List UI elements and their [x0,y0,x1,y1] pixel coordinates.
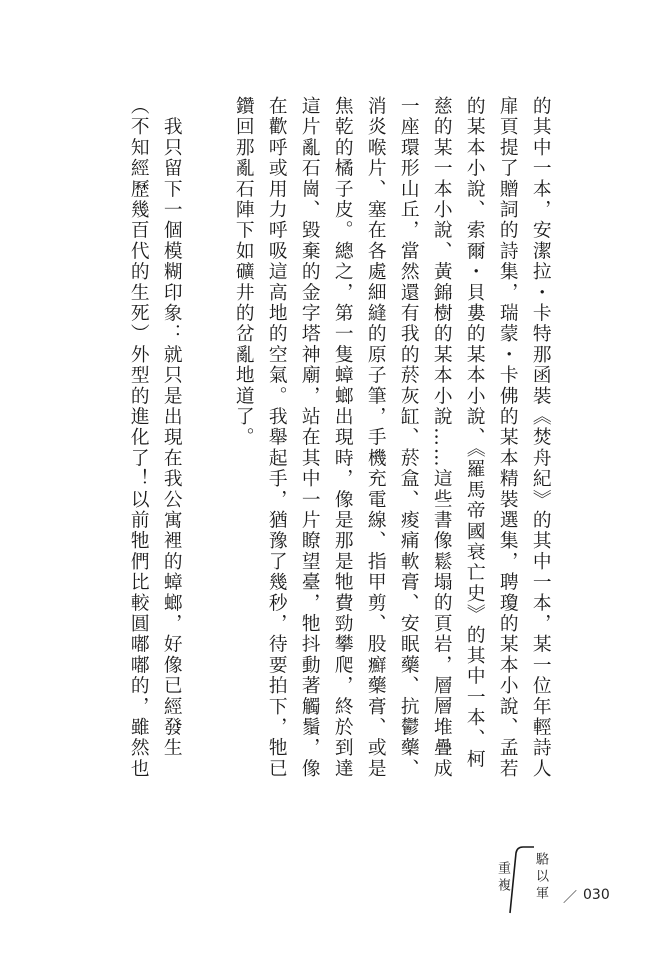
text-column: 在歡呼或用力呼吸這高地的空氣。我舉起手，猶豫了幾秒，待要拍下，牠已 [265,96,287,780]
chapter-title: 重複 [495,861,510,895]
page-number: 030 [583,887,610,903]
text-column: 的某本小說、索爾・貝婁的某本小說、《羅馬帝國衰亡史》的其中一本、柯 [463,96,485,770]
text-column: 鑽回那亂石陣下如礦井的岔亂地道了。 [232,96,254,448]
text-column: 的其中一本，安潔拉・卡特那函裝《焚舟紀》的其中一本，某一位年輕詩人 [529,96,551,780]
text-column: （不知經歷幾百代的生死）外型的進化了！以前牠們比較圓嘟嘟的，雖然也 [127,96,149,780]
text-column: 慈的某一本小說、黃錦樹的某本小說……這些書像鬆塌的頁岩，層層堆疊成 [430,96,452,780]
book-title: 駱以軍 [533,852,548,903]
footer-separator: ／ [563,890,577,906]
text-column: 扉頁提了贈詞的詩集，瑞蒙・卡佛的某本精裝選集，聘瓊的某本小說、孟若 [496,96,518,780]
text-column: 一座環形山丘，當然還有我的菸灰缸、菸盒、痠痛軟膏、安眠藥、抗鬱藥、 [397,96,419,780]
text-column: 這片亂石崗、毀棄的金字塔神廟，站在其中一片瞭望臺，牠抖動著觸鬚，像 [298,96,320,780]
text-column: 我只留下一個模糊印象：就只是出現在我公寓裡的蟑螂，好像已經發生 [160,96,182,759]
text-column: 焦乾的橘子皮。總之，第一隻蟑螂出現時，像是那是牠費勁攀爬，終於到達 [331,96,353,780]
text-column: 消炎喉片、塞在各處細縫的原子筆，手機充電線、指甲剪、股癬藥膏、或是 [364,96,386,780]
